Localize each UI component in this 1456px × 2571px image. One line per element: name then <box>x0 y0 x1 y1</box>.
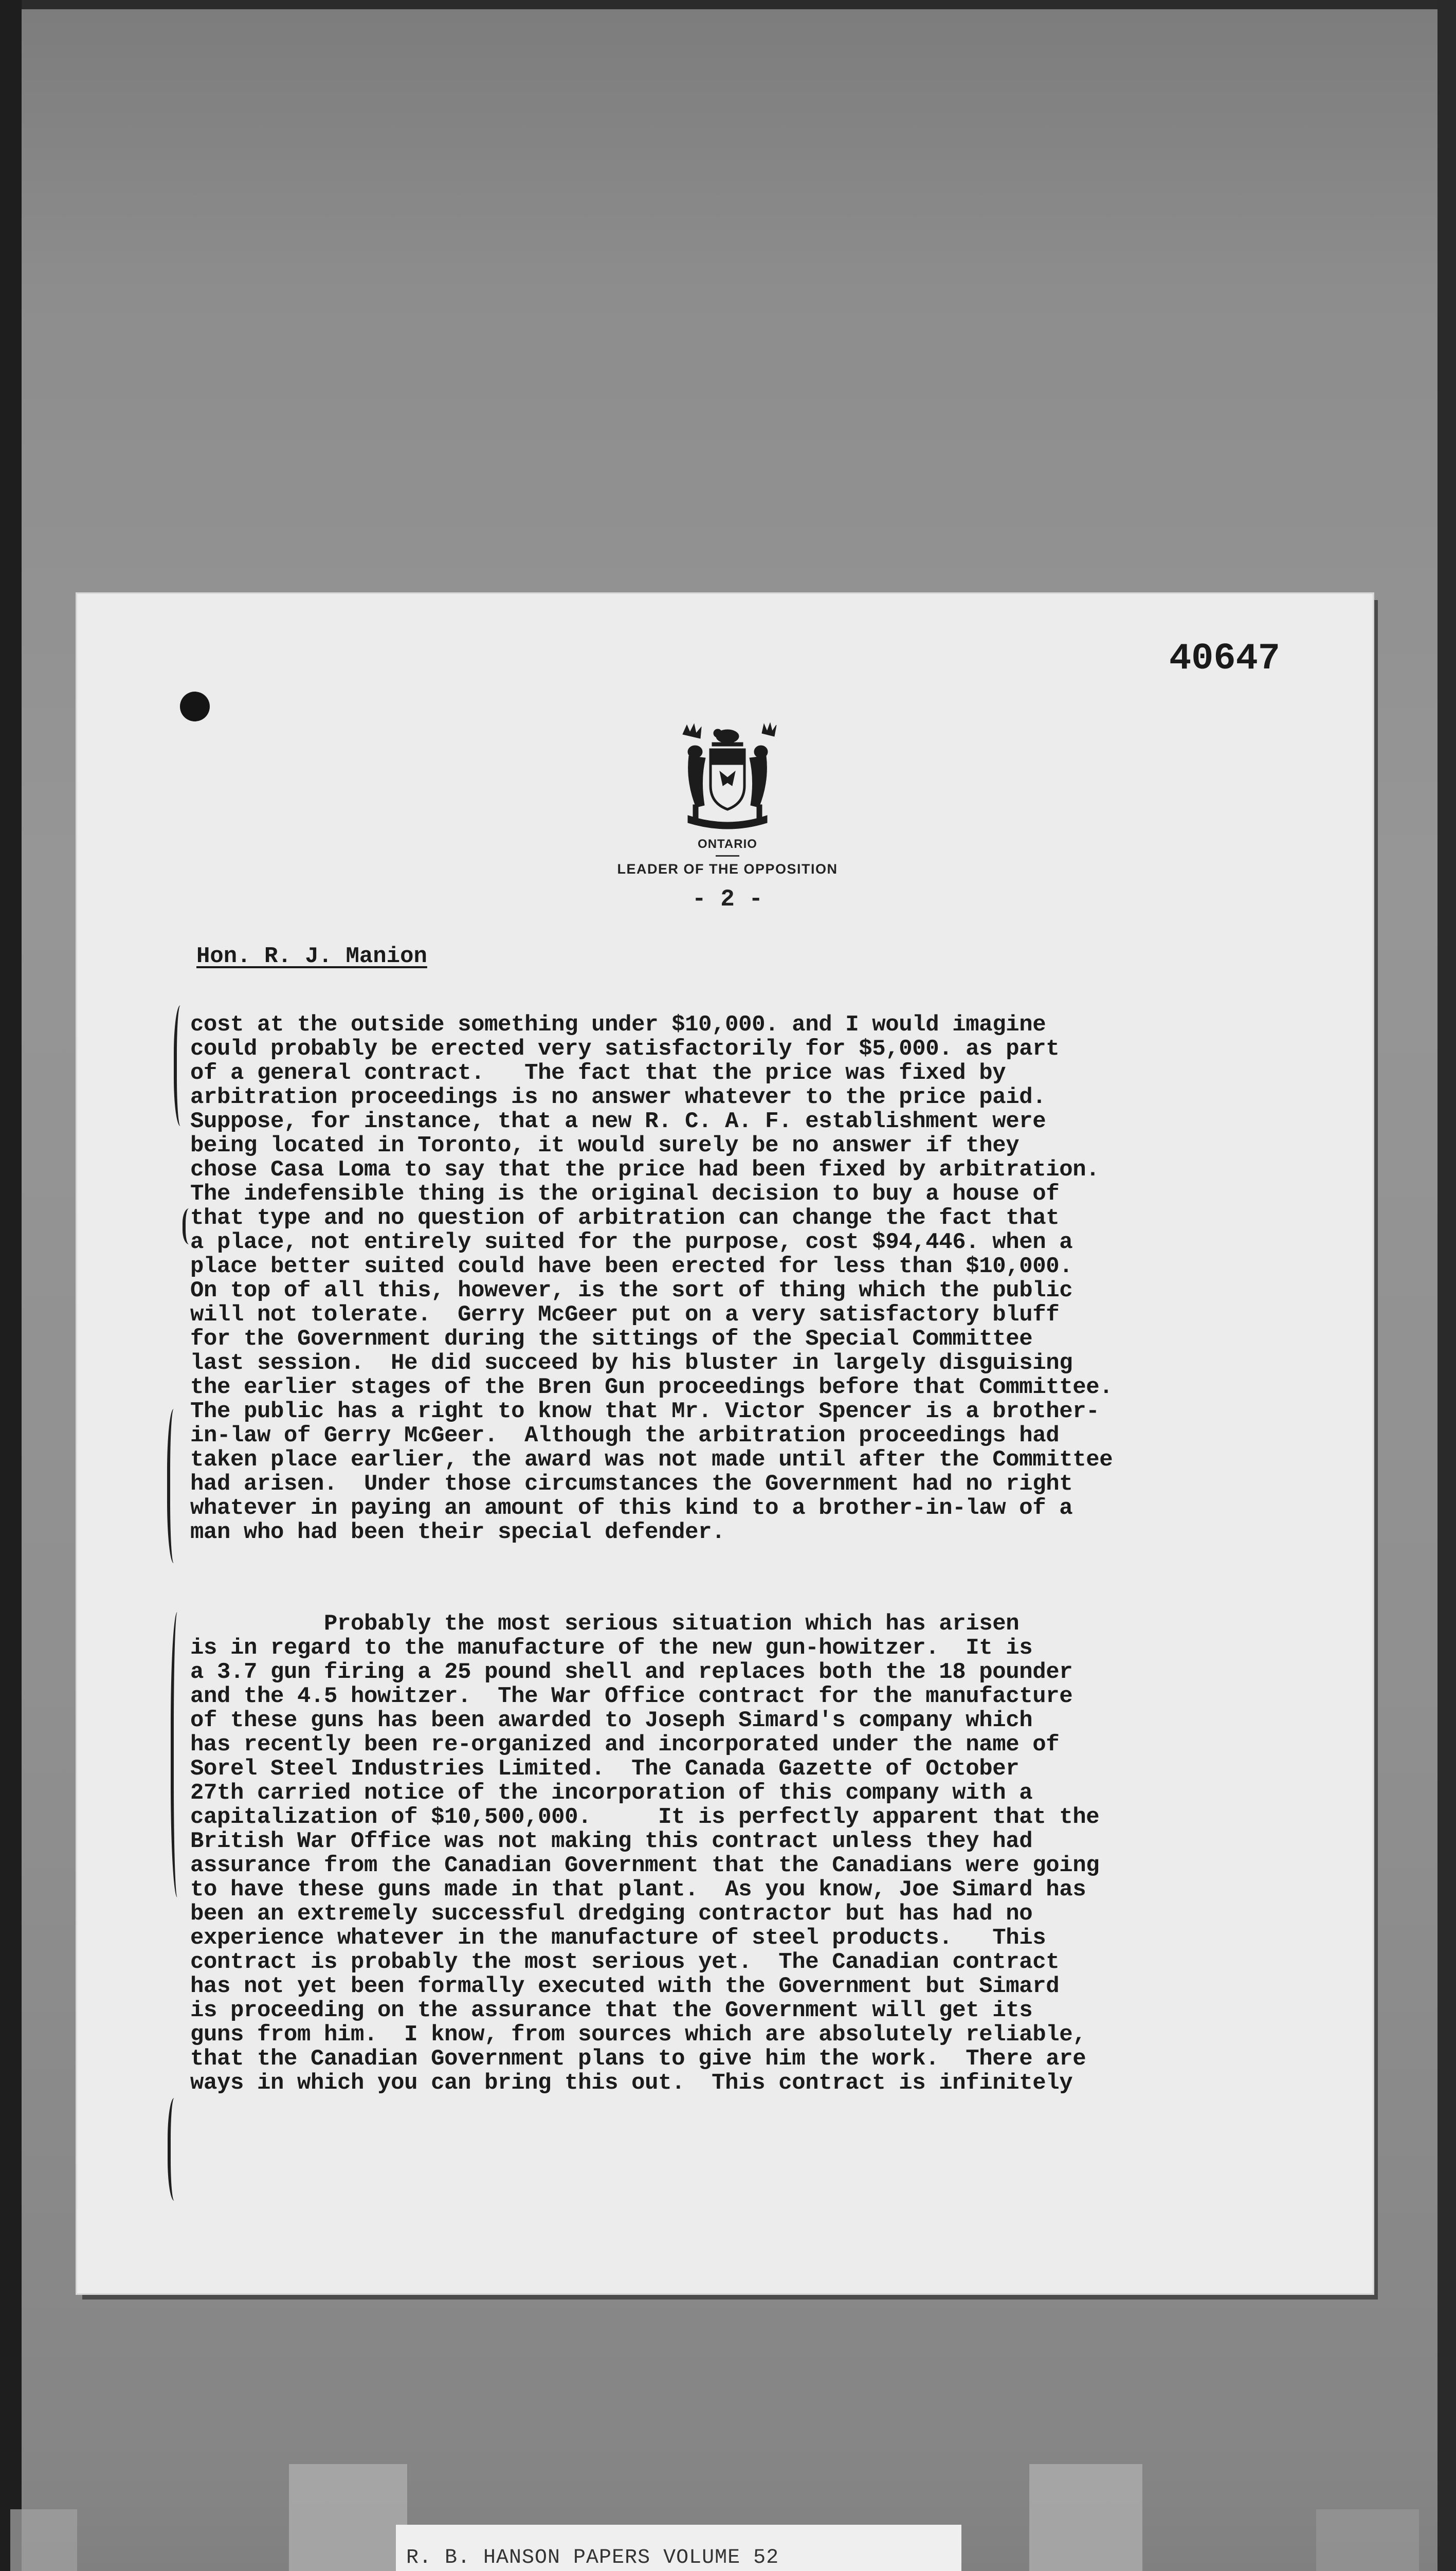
text-line: arbitration proceedings is no answer whatever to the price paid. <box>190 1084 1046 1110</box>
mounting-tape <box>10 2509 77 2571</box>
punch-hole <box>180 692 210 721</box>
text-line: for the Government during the sittings of the Special Committee <box>190 1326 1033 1352</box>
text-line: Probably the most serious situation which has arisen <box>190 1611 1020 1637</box>
text-line: The public has a right to know that Mr. Victor Spencer is a brother- <box>190 1399 1100 1424</box>
text-line: being located in Toronto, it would surely be no answer if they <box>190 1133 1020 1158</box>
text-line: a 3.7 gun firing a 25 pound shell and replaces both the 18 pounder <box>190 1659 1073 1685</box>
text-line: to have these guns made in that plant. As you know, Joe Simard has <box>190 1877 1086 1903</box>
text-line: Sorel Steel Industries Limited. The Canada Gazette of October <box>190 1756 1020 1782</box>
text-line: man who had been their special defender. <box>190 1519 725 1545</box>
text-line: cost at the outside something under $10,000. and I would imagine <box>190 1012 1046 1038</box>
text-line: could probably be erected very satisfactorily for $5,000. as part <box>190 1036 1060 1062</box>
text-line: of these guns has been awarded to Joseph Simard's company which <box>190 1708 1033 1733</box>
letterhead-province: ONTARIO <box>698 837 757 851</box>
margin-bracket-mark <box>171 1612 187 1897</box>
frame-left-edge <box>0 0 22 2571</box>
text-line: the earlier stages of the Bren Gun proceedings before that Committee. <box>190 1374 1113 1400</box>
sheet-number: - 2 - <box>691 886 763 913</box>
text-line: The indefensible thing is the original decision to buy a house of <box>190 1181 1060 1207</box>
mounting-tape <box>288 2463 408 2571</box>
addressee-line: Hon. R. J. Manion <box>196 944 427 969</box>
archive-label-strip: R. B. HANSON PAPERS VOLUME 52 <box>396 2525 961 2571</box>
text-line: is in regard to the manufacture of the new gun-howitzer. It is <box>190 1635 1033 1661</box>
text-line: ways in which you can bring this out. This contract is infinitely <box>190 2070 1073 2096</box>
text-line: guns from him. I know, from sources which are absolutely reliable, <box>190 2022 1086 2048</box>
body-paragraph-1 <box>190 1013 1393 1545</box>
text-line: and the 4.5 howitzer. The War Office contract for the manufacture <box>190 1683 1073 1709</box>
text-line: had arisen. Under those circumstances the Government had no right <box>190 1471 1073 1497</box>
text-line: of a general contract. The fact that the price was fixed by <box>190 1060 1006 1086</box>
text-line: whatever in paying an amount of this kind to a brother-in-law of a <box>190 1495 1073 1521</box>
text-line: been an extremely successful dredging contractor but has had no <box>190 1901 1033 1927</box>
text-line: Suppose, for instance, that a new R. C. A. F. establishment were <box>190 1109 1046 1134</box>
letterhead-office: LEADER OF THE OPPOSITION <box>617 861 838 877</box>
ontario-coat-of-arms-icon <box>663 720 792 830</box>
text-line: in-law of Gerry McGeer. Although the arbitration proceedings had <box>190 1423 1060 1449</box>
margin-bracket-mark <box>168 2098 184 2201</box>
text-line: taken place earlier, the award was not made until after the Committee <box>190 1447 1113 1473</box>
body-paragraph-2 <box>190 1612 1393 2095</box>
page-number: 40647 <box>1169 638 1280 680</box>
margin-bracket-mark <box>174 1005 190 1126</box>
text-line: experience whatever in the manufacture of steel products. This <box>190 1925 1046 1951</box>
margin-bracket-mark <box>183 1208 199 1244</box>
text-line: On top of all this, however, is the sort of thing which the public <box>190 1278 1073 1303</box>
frame-top-edge <box>0 0 1456 9</box>
text-line: contract is probably the most serious yet. The Canadian contract <box>190 1949 1060 1975</box>
text-line: a place, not entirely suited for the purpose, cost $94,446. when a <box>190 1229 1073 1255</box>
text-line: British War Office was not making this contract unless they had <box>190 1828 1033 1854</box>
frame-right-edge <box>1437 0 1456 2571</box>
text-line: has not yet been formally executed with the Government but Simard <box>190 1973 1060 1999</box>
text-line: last session. He did succeed by his bluster in largely disguising <box>190 1350 1073 1376</box>
letter-page <box>77 594 1373 2293</box>
letterhead-divider <box>716 855 739 857</box>
text-line: chose Casa Loma to say that the price had been fixed by arbitration. <box>190 1157 1100 1183</box>
text-line: capitalization of $10,500,000. It is perfectly apparent that the <box>190 1804 1100 1830</box>
text-line: has recently been re-organized and incorporated under the name of <box>190 1732 1060 1758</box>
text-line: will not tolerate. Gerry McGeer put on a very satisfactory bluff <box>190 1302 1060 1328</box>
text-line: is proceeding on the assurance that the Government will get its <box>190 1998 1033 2023</box>
text-line: that the Canadian Government plans to give him the work. There are <box>190 2046 1086 2072</box>
mounting-tape <box>1028 2463 1143 2571</box>
mounting-tape <box>1316 2509 1419 2571</box>
text-line: 27th carried notice of the incorporation of this company with a <box>190 1780 1033 1806</box>
margin-bracket-mark <box>167 1409 184 1563</box>
text-line: place better suited could have been erected for less than $10,000. <box>190 1254 1073 1279</box>
text-line: assurance from the Canadian Government that the Canadians were going <box>190 1853 1100 1878</box>
text-line: that type and no question of arbitration can change the fact that <box>190 1205 1060 1231</box>
